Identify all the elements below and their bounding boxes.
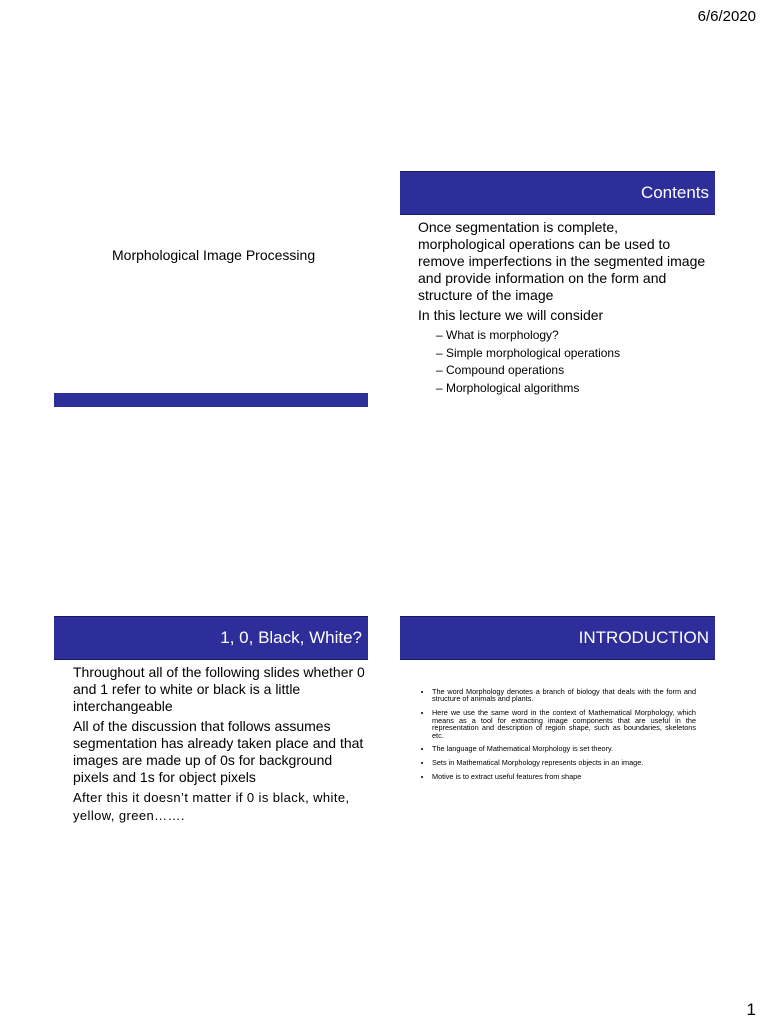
slide3-paragraph: After this it doesn’t matter if 0 is black, white, yellow, green……. — [73, 790, 350, 823]
slide2-heading: Contents — [640, 183, 709, 202]
slide3-paragraph: Throughout all of the following slides whether 0 and 1 refer to white or black is a little interchangeable — [73, 664, 365, 714]
page-number: 1 — [746, 1000, 756, 1019]
list-item: • Here we use the same word in the context of Mathematical Morphology, which means as a tool for extracting image components that are useful in the representation and description of region shape, such as boundaries, skeletons etc. — [432, 709, 696, 739]
slide2-body — [418, 219, 708, 397]
page-date: 6/6/2020 — [697, 8, 756, 25]
list-item: • Sets in Mathematical Morphology represents objects in an image. — [432, 759, 696, 766]
list-item: – Simple morphological operations — [436, 345, 621, 360]
list-item: – Compound operations — [436, 363, 565, 377]
slide1-footer-bar — [54, 393, 368, 407]
list-item: • The word Morphology denotes a branch of biology that deals with the form and structure of animals and plants. — [432, 688, 696, 703]
list-item: – What is morphology? — [436, 328, 559, 342]
slide2-header — [400, 171, 715, 215]
slide2-topic-list — [418, 327, 708, 397]
list-item: • Motive is to extract useful features from shape — [432, 773, 696, 780]
slide4-header — [400, 616, 715, 660]
slide3-header — [54, 616, 368, 660]
slide3-paragraph: All of the discussion that follows assumes segmentation has already taken place and that images are made up of 0s for background pixels and 1s for object pixels — [73, 718, 364, 785]
slide2-paragraph: Once segmentation is complete, morphological operations can be used to remove imperfections in the segmented image and provide information on the form and structure of the image — [418, 219, 706, 303]
slide4-bullet-list — [420, 688, 696, 781]
slide1-title: Morphological Image Processing — [112, 247, 316, 263]
list-item: – Morphological algorithms — [436, 380, 580, 395]
slide3-body — [73, 664, 365, 828]
list-item: • The language of Mathematical Morphology is set theory. — [432, 745, 696, 752]
slide4-body — [420, 688, 696, 787]
slide4-heading: INTRODUCTION — [578, 628, 709, 647]
slide3-heading: 1, 0, Black, White? — [220, 628, 362, 647]
slide2-paragraph: In this lecture we will consider — [418, 307, 604, 323]
